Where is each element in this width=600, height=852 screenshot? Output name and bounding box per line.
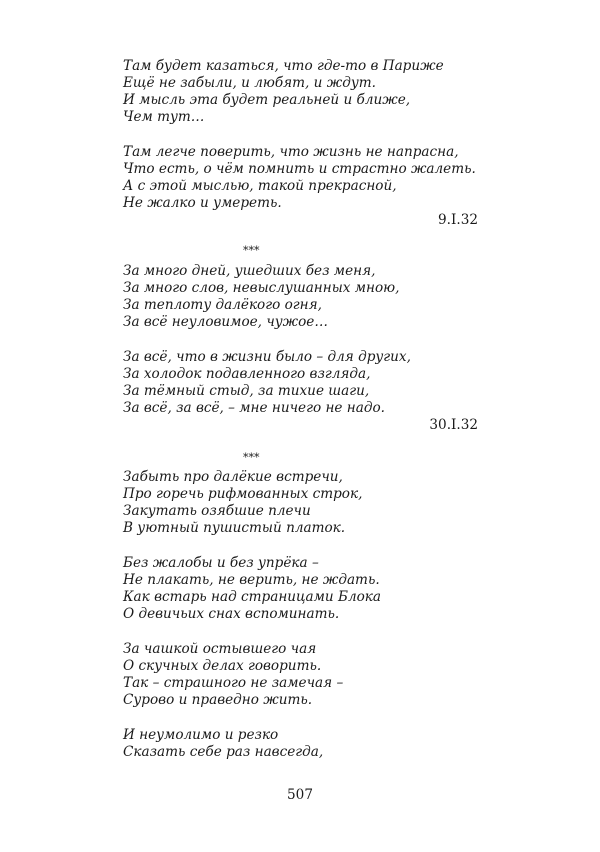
section-separator: *** (243, 451, 260, 464)
poem-line: За много слов, невыслушанных мною, (123, 280, 400, 296)
poem-line: За холодок подавленного взгляда, (123, 366, 371, 382)
poem-line: Ещё не забыли, и любят, и ждут. (123, 75, 376, 91)
poem-line: О девичьих снах вспоминать. (123, 606, 340, 622)
poem-line: Без жалобы и без упрёка – (123, 555, 319, 571)
poem-line: Сурово и праведно жить. (123, 692, 313, 708)
poem-line: За чашкой остывшего чая (123, 641, 317, 657)
poem-line: За много дней, ушедших без меня, (123, 263, 376, 279)
poem-line: И неумолимо и резко (123, 727, 279, 743)
poem-line: Закутать озябшие плечи (123, 503, 311, 519)
poem-line: О скучных делах говорить. (123, 658, 322, 674)
poem-line: Там легче поверить, что жизнь не напрасна, (123, 144, 459, 160)
poem-line: Сказать себе раз навсегда, (123, 744, 324, 760)
poem-line: Там будет казаться, что где-то в Париже (123, 58, 444, 74)
poem-line: В уютный пушистый платок. (123, 520, 346, 536)
poem-line: Про горечь рифмованных строк, (123, 486, 363, 502)
poem-line: За тёмный стыд, за тихие шаги, (123, 383, 370, 399)
section-separator: *** (243, 244, 260, 257)
poem-line: За всё неуловимое, чужое… (123, 314, 328, 330)
poem-date: 9.I.32 (438, 212, 478, 228)
poem-line: Так – страшного не замечая – (123, 675, 344, 691)
poem-line: За всё, за всё, – мне ничего не надо. (123, 400, 385, 416)
poem-line: За теплоту далёкого огня, (123, 297, 322, 313)
poem-date: 30.I.32 (429, 417, 478, 433)
poem-line: Как встарь над страницами Блока (123, 589, 382, 605)
poem-line: Не жалко и умереть. (123, 195, 282, 211)
poem-line: Не плакать, не верить, не ждать. (123, 572, 380, 588)
poem-line: Забыть про далёкие встречи, (123, 469, 343, 485)
page-number: 507 (287, 787, 313, 803)
poem-line: И мысль эта будет реальней и ближе, (123, 92, 411, 108)
poem-line: А с этой мыслью, такой прекрасной, (123, 178, 397, 194)
poem-line: За всё, что в жизни было – для других, (123, 349, 411, 365)
poem-line: Что есть, о чём помнить и страстно жалеть. (123, 161, 476, 177)
poem-line: Чем тут… (123, 109, 205, 125)
